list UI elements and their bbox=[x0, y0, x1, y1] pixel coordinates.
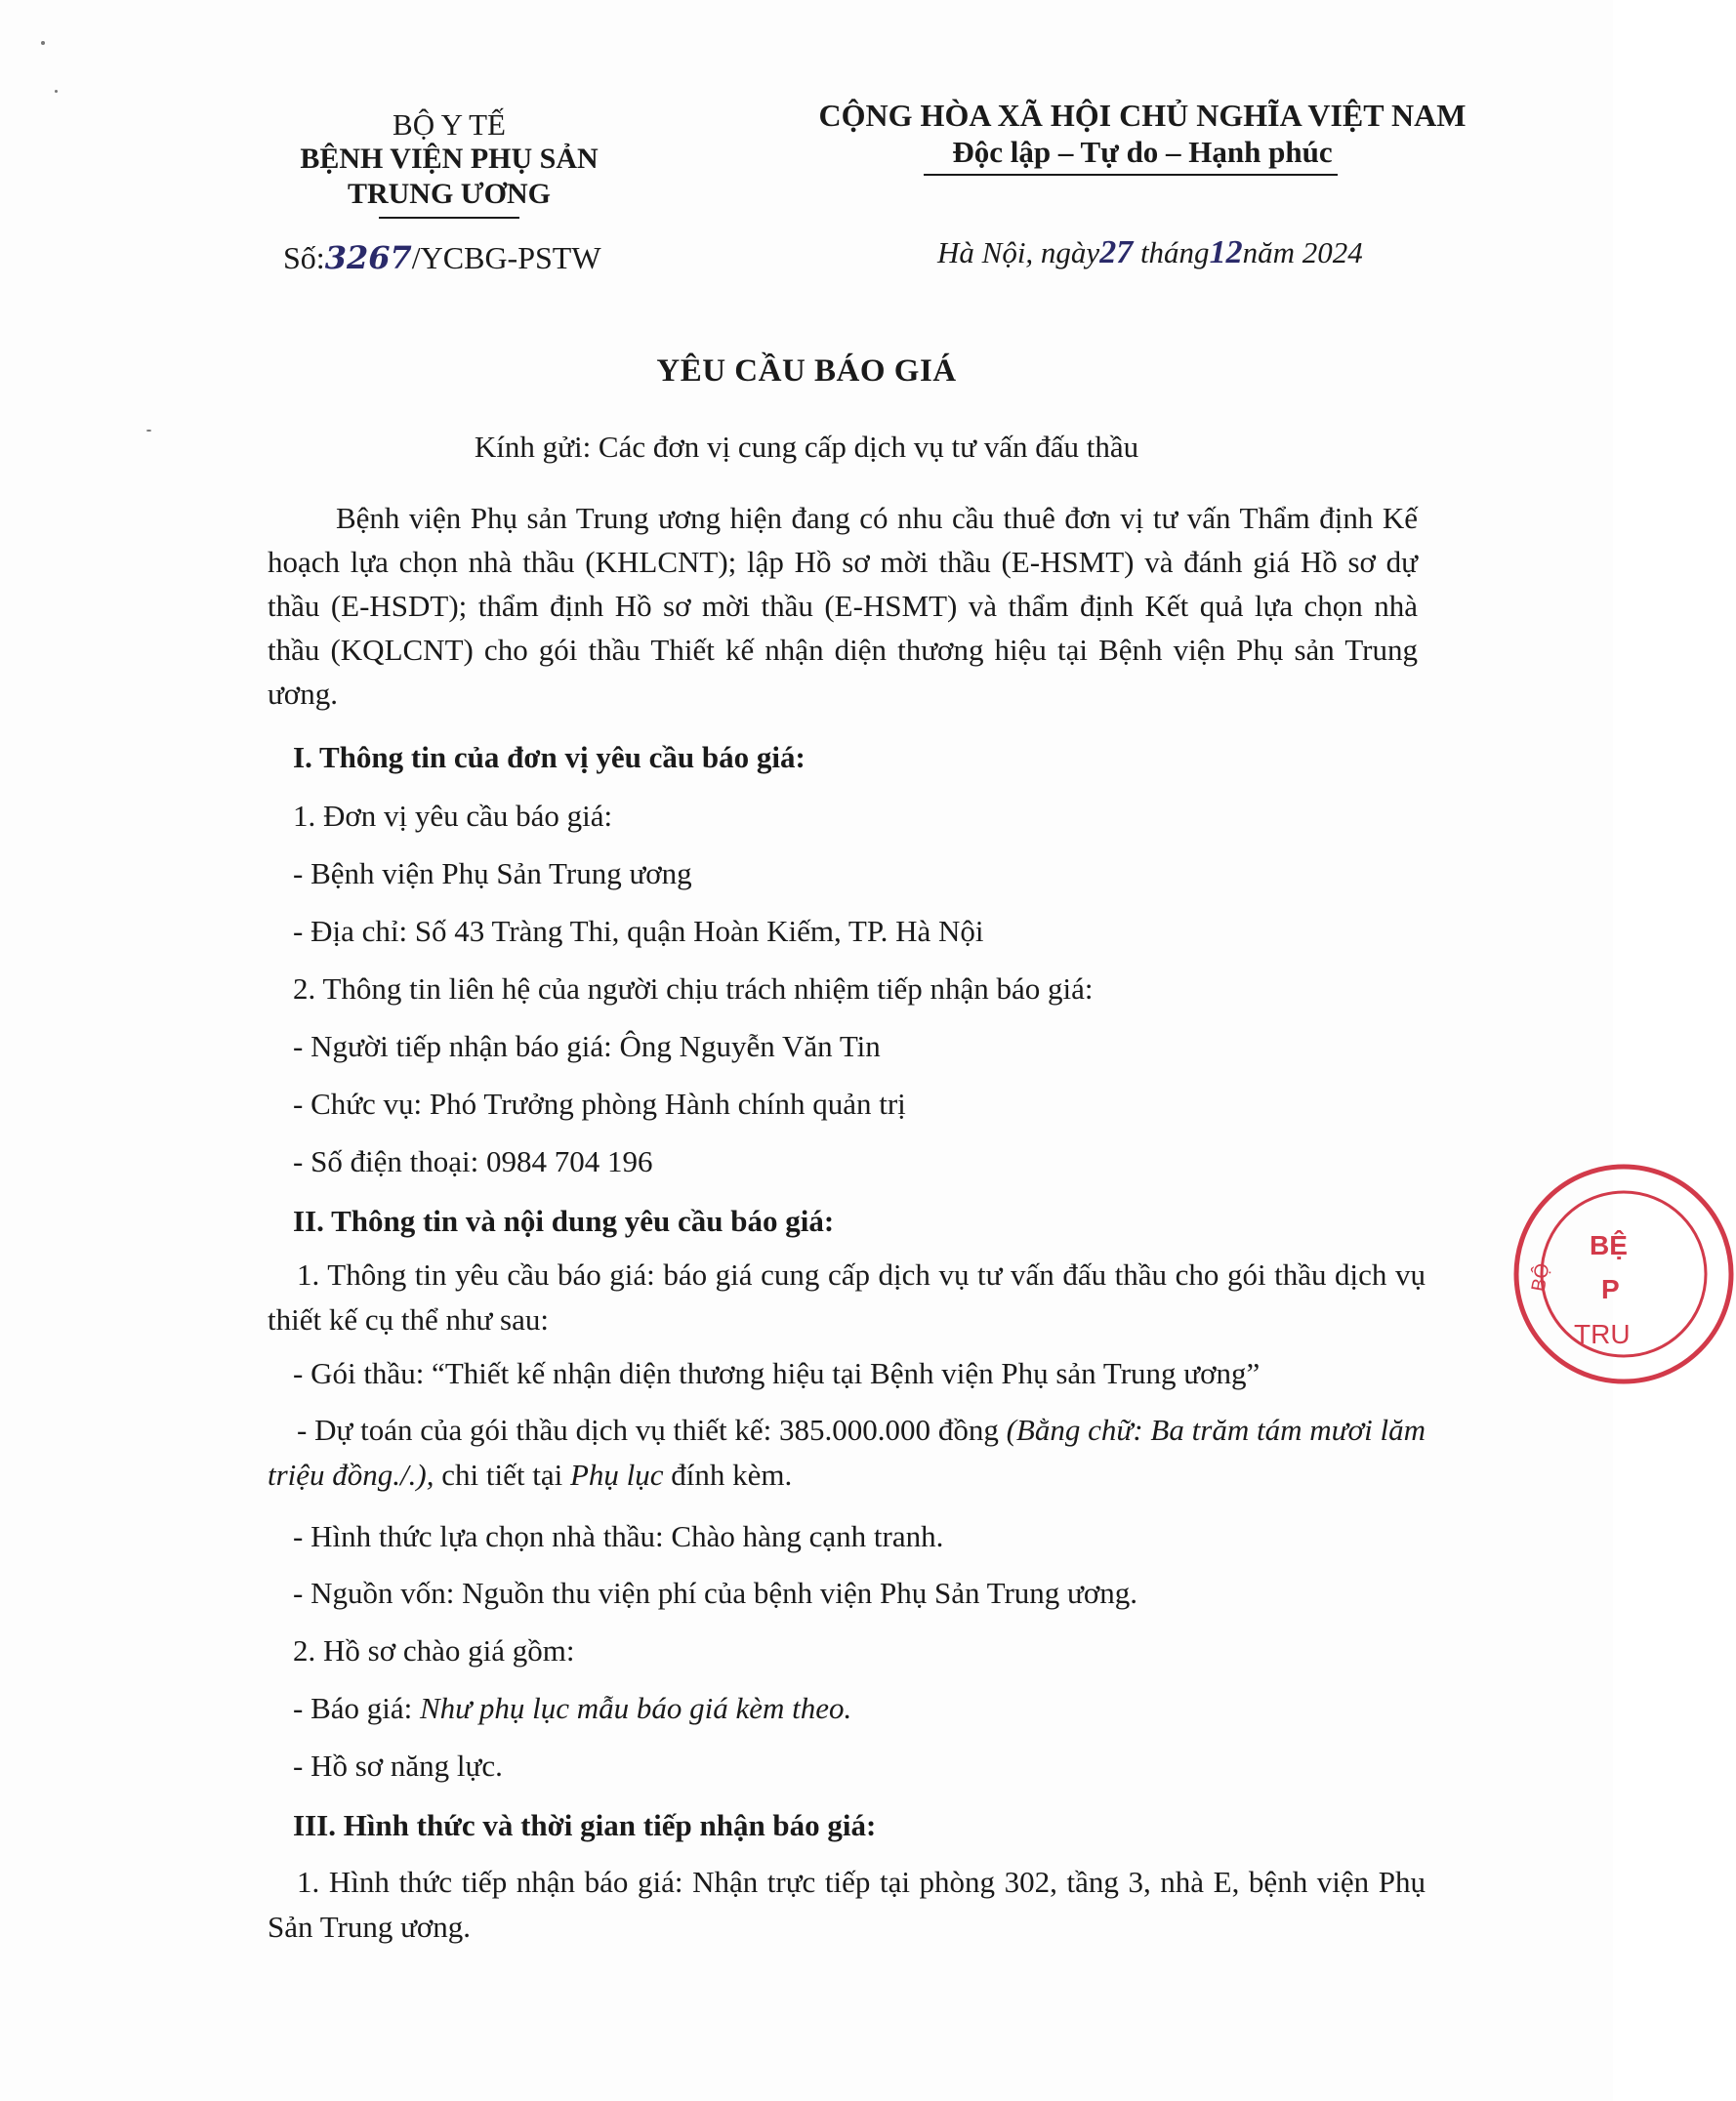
stamp-text-4: BỘ bbox=[1527, 1261, 1554, 1294]
selection-method: - Hình thức lựa chọn nhà thầu: Chào hàng cạnh tranh. bbox=[293, 1519, 944, 1553]
doc-number-suffix: /YCBG-PSTW bbox=[411, 240, 601, 275]
document-title: YÊU CẦU BÁO GIÁ bbox=[656, 353, 957, 389]
motto-underline bbox=[924, 174, 1338, 176]
quote-italic: Như phụ lục mẫu báo giá kèm theo. bbox=[420, 1691, 852, 1725]
package-name: - Gói thầu: “Thiết kế nhận diện thương hiệu tại Bệnh viện Phụ sản Trung ương” bbox=[293, 1356, 1261, 1390]
republic-name: CỘNG HÒA XÃ HỘI CHỦ NGHĨA VIỆT NAM bbox=[818, 98, 1467, 133]
hospital-name-line2: TRUNG ƯƠNG bbox=[347, 178, 552, 210]
doc-number-handwritten: 3267 bbox=[324, 239, 412, 276]
date-month-label: tháng bbox=[1139, 235, 1210, 269]
national-motto: Độc lập – Tự do – Hạnh phúc bbox=[952, 135, 1333, 169]
section1-item2: 2. Thông tin liên hệ của người chịu trách nhiệm tiếp nhận báo giá: bbox=[293, 971, 1094, 1006]
doc-number-prefix: Số: bbox=[283, 240, 325, 275]
date-day-handwritten: 27 bbox=[1099, 234, 1134, 270]
receiver-name: - Người tiếp nhận báo giá: Ông Nguyễn Văn Tin bbox=[293, 1029, 881, 1063]
requesting-unit: - Bệnh viện Phụ Sản Trung ương bbox=[293, 856, 692, 890]
unit-address: - Địa chỉ: Số 43 Tràng Thi, quận Hoàn Kiếm, TP. Hà Nội bbox=[293, 914, 984, 948]
estimate-mid: chi tiết tại bbox=[434, 1458, 570, 1492]
receiver-position: - Chức vụ: Phó Trưởng phòng Hành chính quản trị bbox=[293, 1087, 906, 1121]
section1-heading: I. Thông tin của đơn vị yêu cầu báo giá: bbox=[293, 740, 806, 774]
section1-item1: 1. Đơn vị yêu cầu báo giá: bbox=[293, 799, 613, 833]
stamp-text-3: TRU bbox=[1574, 1319, 1631, 1349]
estimate-tail: đính kèm. bbox=[663, 1458, 793, 1492]
section2-item2: 2. Hồ sơ chào giá gồm: bbox=[293, 1633, 575, 1668]
stamp-text-2: P bbox=[1601, 1274, 1620, 1304]
capability-profile: - Hồ sơ năng lực. bbox=[293, 1749, 503, 1783]
section3-heading: III. Hình thức và thời gian tiếp nhận báo giá: bbox=[293, 1808, 877, 1842]
date-prefix: Hà Nội, ngày bbox=[937, 235, 1100, 269]
quote-requirement bbox=[293, 1691, 851, 1726]
date-year: năm 2024 bbox=[1242, 235, 1363, 269]
intro-paragraph: Bệnh viện Phụ sản Trung ương hiện đang có nhu cầu thuê đơn vị tư vấn Thẩm định Kế hoạch lựa chọn nhà thầu (KHLCNT); lập Hồ sơ mời thầu (E-HSMT) và đánh giá Hồ sơ dự thầu (E-HSDT); thẩm định Hồ sơ mời thầu (E-HSMT) và thẩm định Kết quả lựa chọn nhà thầu (KQLCNT) cho gói thầu Thiết kế nhận diện thương hiệu tại Bệnh viện Phụ sản Trung ương. bbox=[268, 501, 1418, 711]
receiver-phone: - Số điện thoại: 0984 704 196 bbox=[293, 1144, 653, 1178]
estimate-lead: - Dự toán của gói thầu dịch vụ thiết kế: 385.000.000 đồng bbox=[297, 1413, 1007, 1447]
section3-item1: 1. Hình thức tiếp nhận báo giá: Nhận trực tiếp tại phòng 302, tầng 3, nhà E, bệnh viện Phụ Sản Trung ương. bbox=[268, 1865, 1426, 1944]
scan-speck bbox=[41, 41, 45, 45]
greeting-line: Kính gửi: Các đơn vị cung cấp dịch vụ tư vấn đấu thầu bbox=[474, 430, 1139, 464]
section2-heading: II. Thông tin và nội dung yêu cầu báo giá: bbox=[293, 1204, 835, 1238]
funding-source: - Nguồn vốn: Nguồn thu viện phí của bệnh viện Phụ Sản Trung ương. bbox=[293, 1576, 1138, 1610]
issue-date bbox=[937, 234, 1363, 271]
hospital-name-line1: BỆNH VIỆN PHỤ SẢN bbox=[300, 143, 599, 175]
red-stamp bbox=[1511, 1162, 1736, 1386]
appendix-ref: Phụ lục bbox=[569, 1458, 664, 1492]
quote-lead: - Báo giá: bbox=[293, 1691, 420, 1725]
scan-speck bbox=[55, 90, 58, 93]
ministry-name: BỘ Y TẾ bbox=[393, 107, 506, 142]
date-month-handwritten: 12 bbox=[1209, 234, 1243, 270]
document-number bbox=[283, 239, 601, 276]
hospital-underline bbox=[379, 217, 519, 219]
section2-item1: 1. Thông tin yêu cầu báo giá: báo giá cung cấp dịch vụ tư vấn đấu thầu cho gói thầu dịch vụ thiết kế cụ thể như sau: bbox=[268, 1257, 1426, 1337]
package-estimate bbox=[268, 1408, 1426, 1498]
estimate-in-words: (Bằng chữ: Ba trăm tám mươi lăm triệu đồng./.), bbox=[268, 1413, 1426, 1492]
stamp-text-1: BỆ bbox=[1590, 1230, 1628, 1260]
